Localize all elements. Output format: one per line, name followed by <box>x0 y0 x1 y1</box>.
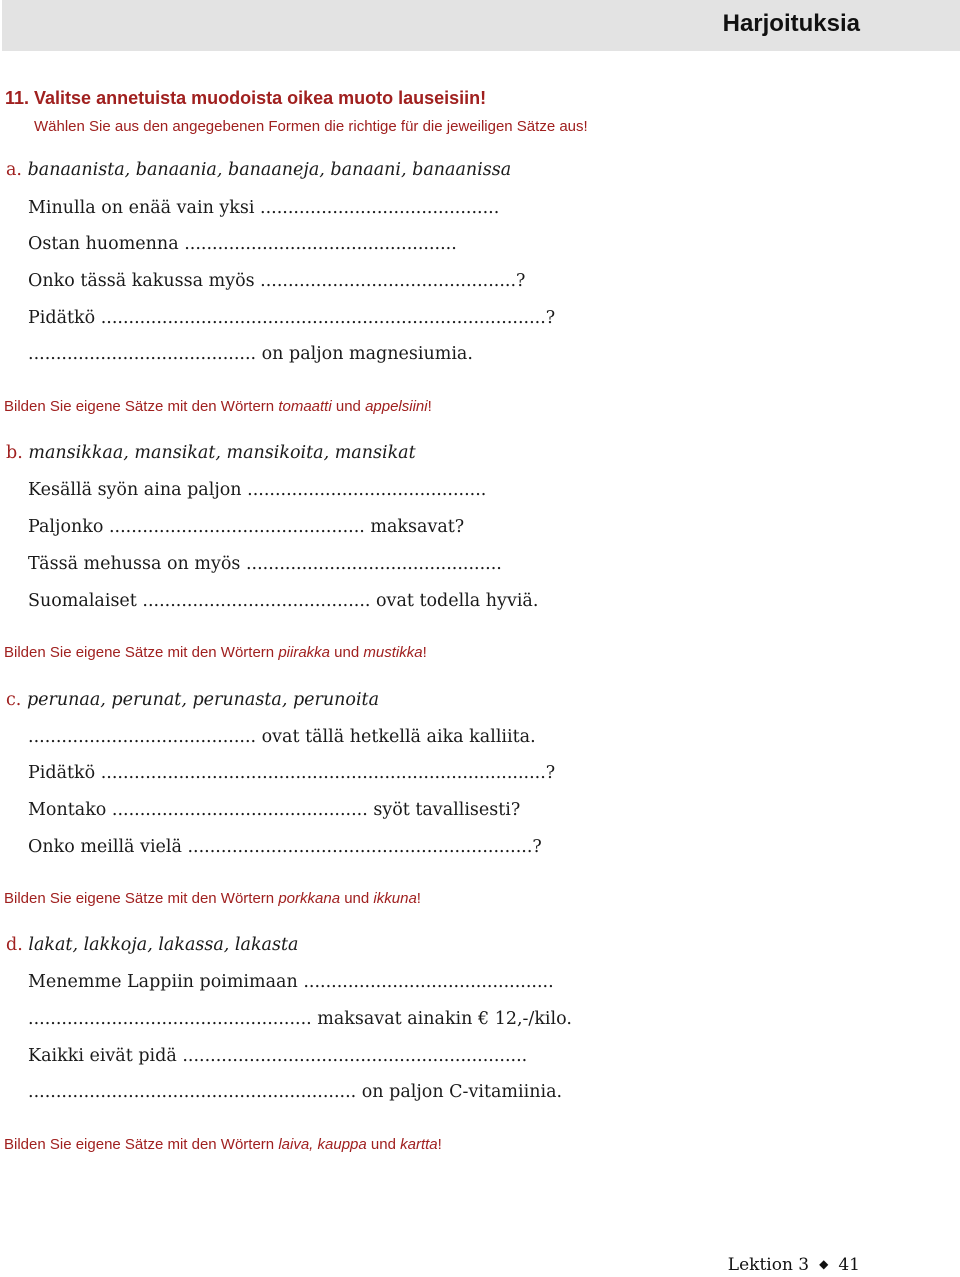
task-word: piirakka <box>278 644 331 661</box>
header-bar <box>2 0 960 51</box>
page-footer <box>728 1255 860 1275</box>
word-options: lakat, lakkoja, lakassa, lakasta <box>28 935 299 955</box>
page-number: 41 <box>838 1255 860 1275</box>
task-instruction <box>4 890 421 907</box>
sentence-line: Kaikki eivät pidä .............................................................. <box>28 1046 528 1066</box>
section-c-options-line <box>6 690 379 710</box>
task-word: porkkana <box>278 890 341 907</box>
task-mid: und <box>366 1136 401 1153</box>
task-suffix: ! <box>416 890 421 907</box>
task-word: tomaatti <box>278 398 332 415</box>
section-b-options-line <box>6 443 416 463</box>
exercise-subtitle: Wählen Sie aus den angegebenen Formen die richtige für die jeweiligen Sätze aus! <box>34 118 588 135</box>
task-prefix: Bilden Sie eigene Sätze mit den Wörtern <box>4 644 279 661</box>
task-mid: und <box>331 398 366 415</box>
sentence-line: Paljonko .............................................. maksavat? <box>28 517 465 537</box>
task-word: laiva, kauppa <box>278 1136 367 1153</box>
sentence-line: Pidätkö ................................................................................? <box>28 308 556 328</box>
sentence-line: Suomalaiset ......................................... ovat todella hyviä. <box>28 591 539 611</box>
task-suffix: ! <box>437 1136 442 1153</box>
task-instruction <box>4 1136 442 1153</box>
page-title: Harjoituksia <box>722 10 860 37</box>
sentence-line: Minulla on enää vain yksi ........................................... <box>28 198 500 218</box>
sentence-line: Menemme Lappiin poimimaan ............................................. <box>28 972 554 992</box>
word-options: mansikkaa, mansikat, mansikoita, mansikat <box>28 443 416 463</box>
section-d-options-line <box>6 935 298 955</box>
task-suffix: ! <box>427 398 432 415</box>
section-letter: c. <box>6 690 22 710</box>
task-suffix: ! <box>422 644 427 661</box>
section-letter: a. <box>6 160 22 180</box>
sentence-line: Kesällä syön aina paljon ........................................... <box>28 480 487 500</box>
task-instruction <box>4 398 432 415</box>
task-word: mustikka <box>363 644 423 661</box>
sentence-line: Pidätkö ................................................................................? <box>28 763 556 783</box>
sentence-line: ........................................................... on paljon C-vitamiinia. <box>28 1082 563 1102</box>
sentence-line: ......................................... on paljon magnesiumia. <box>28 344 473 364</box>
exercise-title: 11. Valitse annetuista muodoista oikea muoto lauseisiin! <box>5 88 487 108</box>
word-options: banaanista, banaania, banaaneja, banaani, banaanissa <box>27 160 512 180</box>
word-options: perunaa, perunat, perunasta, perunoita <box>26 690 380 710</box>
task-word: appelsiini <box>365 398 428 415</box>
sentence-line: Tässä mehussa on myös .............................................. <box>28 554 502 574</box>
section-a-options-line <box>6 160 511 180</box>
task-prefix: Bilden Sie eigene Sätze mit den Wörtern <box>4 1136 279 1153</box>
task-mid: und <box>330 644 364 661</box>
task-word: ikkuna <box>373 890 417 907</box>
task-prefix: Bilden Sie eigene Sätze mit den Wörtern <box>4 890 279 907</box>
task-instruction <box>4 644 427 661</box>
task-prefix: Bilden Sie eigene Sätze mit den Wörtern <box>4 398 279 415</box>
sentence-line: ................................................... maksavat ainakin € 12,-/kilo. <box>28 1009 572 1029</box>
section-letter: d. <box>6 935 23 955</box>
diamond-icon: ◆ <box>819 1257 829 1271</box>
sentence-line: Montako .............................................. syöt tavallisesti? <box>28 800 521 820</box>
sentence-line: ......................................... ovat tällä hetkellä aika kalliita. <box>28 727 536 747</box>
sentence-line: Ostan huomenna ................................................. <box>28 234 457 254</box>
section-letter: b. <box>6 443 23 463</box>
task-mid: und <box>340 890 374 907</box>
lesson-label: Lektion 3 <box>727 1255 810 1275</box>
task-word: kartta <box>400 1136 438 1153</box>
sentence-line: Onko meillä vielä ..............................................................? <box>28 837 542 857</box>
sentence-line: Onko tässä kakussa myös ..............................................? <box>28 271 526 291</box>
